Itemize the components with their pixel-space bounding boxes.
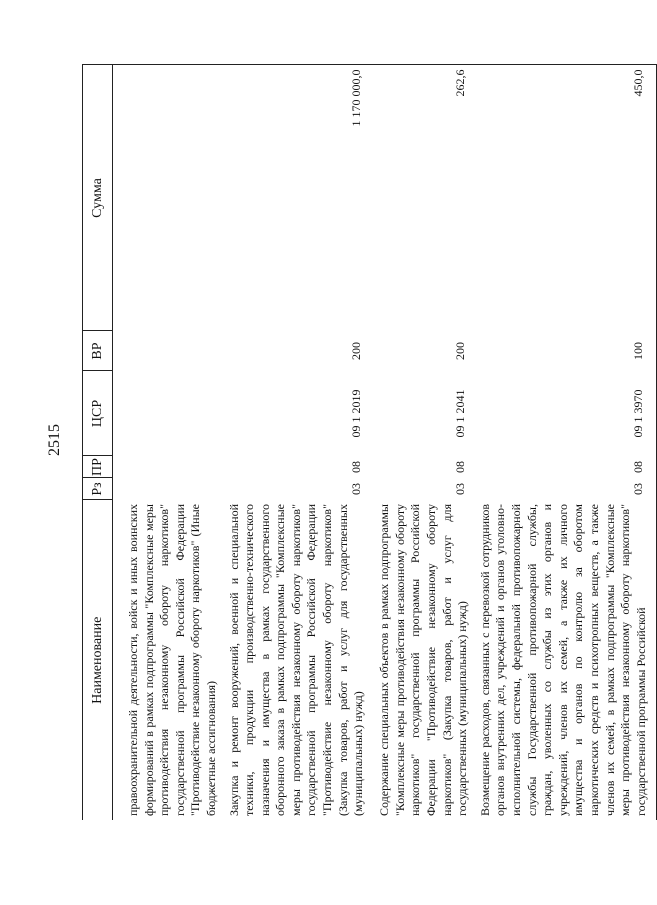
- row-vr: [113, 331, 227, 371]
- row-rz: 03: [452, 483, 467, 495]
- row-name: Возмещение расходов, связанных с перевозкой сотрудников органов внутренних дел, учреждений и органов уголовно-исполнительной системы, федеральной противопожарной службы Государственной противопожарной службы, граждан, уволенных со службы из этих органов и учреждений, членов их семей, а также их личного имущества и органов по контролю за оборотом наркотических средств и психотропных веществ, а также членов их семей, в рамках подпрограммы "Комплексные меры противодействия незаконному обороту наркотиков" государственной программы Российской: [477, 504, 648, 816]
- row-sum: 262,6: [452, 69, 467, 97]
- row-pr: 08: [452, 461, 467, 473]
- row-sum: 1 170 000,0: [348, 69, 363, 127]
- budget-table: [82, 65, 657, 821]
- row-name: Закупка и ремонт вооружений, военной и специальной техники, продукции производственно-технического назначения и имущества в рамках государственного оборонного заказа в рамках подпрограммы "Комплексные меры противодействия незаконному обороту наркотиков" государственной программы Российской Федерации "Противодействие незаконному обороту наркотиков" (Закупка товаров, работ и услуг для государственных (муниципальных) нужд): [226, 504, 366, 816]
- header-pr: ПР: [83, 456, 113, 478]
- table-row: [374, 65, 478, 820]
- table-row: [478, 65, 657, 820]
- row-csr: 09 1 2041: [452, 389, 467, 438]
- table-header-row: [83, 65, 113, 820]
- row-sum: [113, 65, 227, 331]
- table-row: [113, 65, 227, 820]
- header-vr: ВР: [83, 331, 113, 371]
- row-pr: 08: [631, 461, 646, 473]
- header-sum: Сумма: [83, 65, 113, 331]
- row-name: правоохранительной деятельности, войск и иных воинских формирований в рамках подпрограммы "Комплексные меры противодействия незаконному обороту наркотиков" государственной программы Российской Федерации "Противодействие незаконному обороту наркотиков" (Иные бюджетные ассигнования): [125, 504, 218, 816]
- row-rz: [113, 478, 227, 500]
- row-vr: 200: [452, 342, 467, 360]
- page-number: 2515: [46, 424, 63, 456]
- row-vr: 100: [631, 342, 646, 360]
- row-csr: 09 1 2019: [348, 389, 363, 438]
- row-vr: 200: [348, 342, 363, 360]
- row-csr: [113, 371, 227, 456]
- row-pr: [113, 456, 227, 478]
- header-rz: Рз: [83, 478, 113, 500]
- table-row: [227, 65, 374, 820]
- rotated-page-content: [82, 65, 648, 820]
- row-sum: 450,0: [631, 69, 646, 97]
- header-csr: ЦСР: [83, 371, 113, 456]
- row-rz: 03: [631, 483, 646, 495]
- row-rz: 03: [348, 483, 363, 495]
- row-name: Содержание специальных объектов в рамках подпрограммы "Комплексные меры противодействия незаконному обороту наркотиков" государственной программы Российской Федерации "Противодействие незаконному обороту наркотиков" (Закупка товаров, работ и услуг для государственных (муниципальных) нужд): [377, 504, 470, 816]
- header-name: Наименование: [83, 500, 113, 820]
- row-csr: 09 1 3970: [631, 389, 646, 438]
- row-pr: 08: [348, 461, 363, 473]
